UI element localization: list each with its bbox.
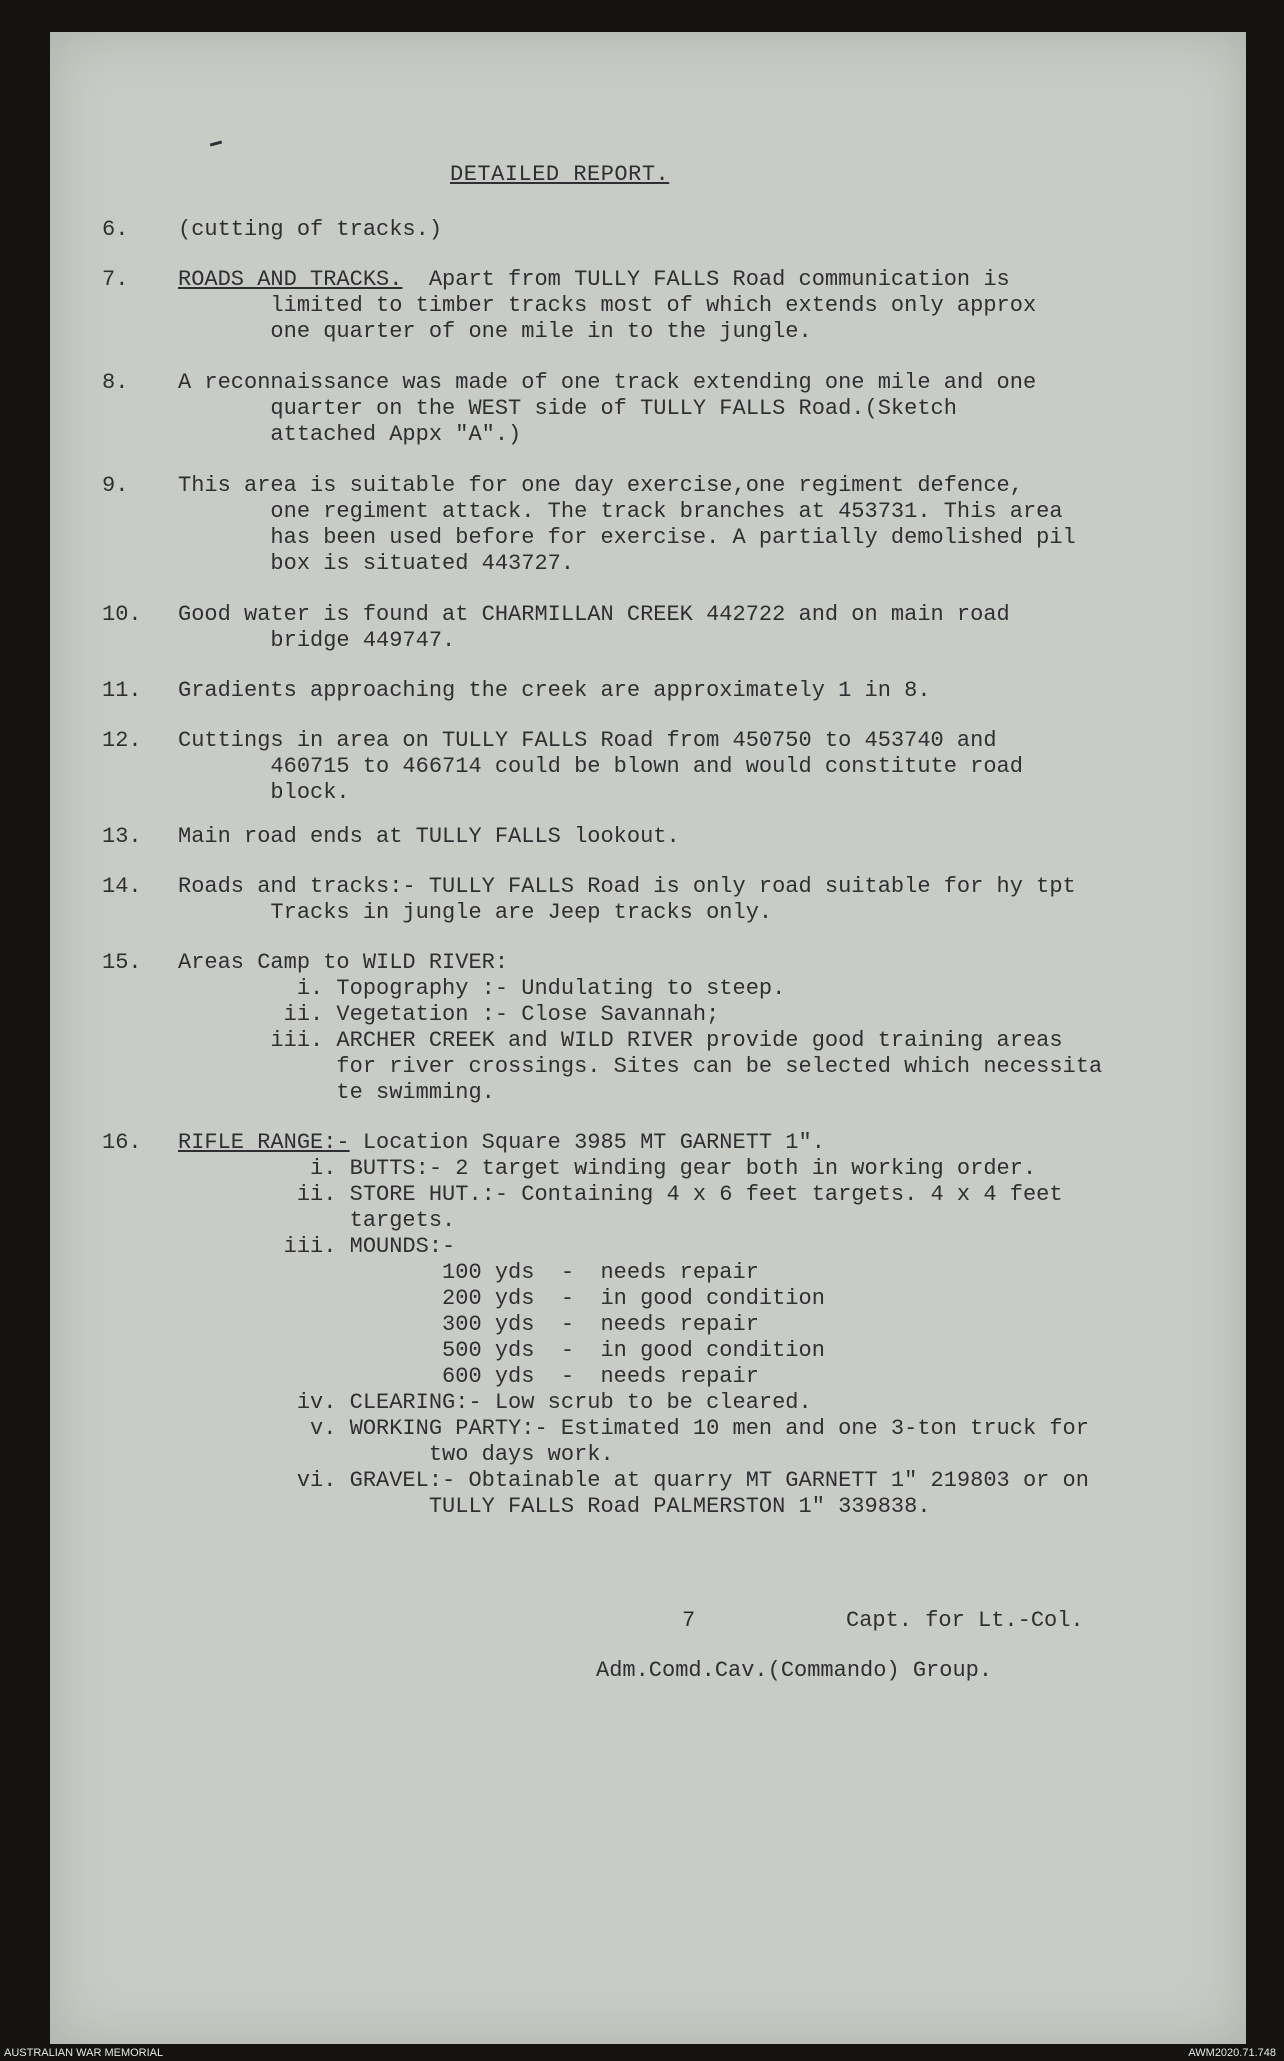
item-9-line-1: This area is suitable for one day exercise,one regiment defence, — [178, 473, 1023, 498]
item-15-line-3: ii. Vegetation :- Close Savannah; — [178, 1002, 720, 1027]
mound-600: 600 yds - needs repair — [178, 1364, 759, 1389]
item-9-line-4: box is situated 443727. — [178, 551, 575, 576]
item-16-clearing: iv. CLEARING:- Low scrub to be cleared. — [178, 1390, 812, 1415]
footer-source: AUSTRALIAN WAR MEMORIAL — [4, 2047, 164, 2059]
item-9-line-2: one regiment attack. The track branches at 453731. This area — [178, 499, 1063, 524]
item-16-heading: RIFLE RANGE:- — [178, 1130, 350, 1155]
item-number: 13. — [102, 824, 142, 849]
item-15-line-5: for river crossings. Sites can be selected which necessita — [178, 1054, 1103, 1079]
item-14-line-2: Tracks in jungle are Jeep tracks only. — [178, 900, 773, 925]
item-16-line-1: RIFLE RANGE:- Location Square 3985 MT GARNETT 1". — [178, 1130, 825, 1155]
item-10-line-2: bridge 449747. — [178, 628, 456, 653]
item-13-line-1: Main road ends at TULLY FALLS lookout. — [178, 824, 680, 849]
item-number: 10. — [102, 602, 142, 627]
footer-id: AWM2020.71.748 — [1188, 2047, 1276, 2059]
item-16-line-4: targets. — [178, 1208, 456, 1233]
item-11-line-1: Gradients approaching the creek are approximately 1 in 8. — [178, 678, 931, 703]
item-7-line-2: limited to timber tracks most of which extends only approx — [178, 293, 1037, 318]
item-16-line-3: ii. STORE HUT.:- Containing 4 x 6 feet targets. 4 x 4 feet — [178, 1182, 1063, 1207]
mound-100: 100 yds - needs repair — [178, 1260, 759, 1285]
item-12-line-2: 460715 to 466714 could be blown and would constitute road — [178, 754, 1023, 779]
item-16-line-5: iii. MOUNDS:- — [178, 1234, 456, 1259]
item-12-line-3: block. — [178, 780, 350, 805]
item-8-line-3: attached Appx "A".) — [178, 422, 522, 447]
mound-300: 300 yds - needs repair — [178, 1312, 759, 1337]
item-number: 6. — [102, 217, 129, 242]
signature-unit: Adm.Comd.Cav.(Commando) Group. — [596, 1658, 993, 1683]
item-10-line-1: Good water is found at CHARMILLAN CREEK 442722 and on main road — [178, 602, 1010, 627]
item-number: 8. — [102, 370, 129, 395]
item-7-heading: ROADS AND TRACKS. — [178, 267, 403, 292]
pen-mark — [210, 140, 222, 146]
item-15-line-2: i. Topography :- Undulating to steep. — [178, 976, 786, 1001]
item-16-working-party-cont: two days work. — [178, 1442, 614, 1467]
report-title: DETAILED REPORT. — [450, 162, 670, 187]
item-number: 9. — [102, 473, 129, 498]
item-number: 7. — [102, 267, 129, 292]
item-16-working-party: v. WORKING PARTY:- Estimated 10 men and one 3-ton truck for — [178, 1416, 1089, 1441]
item-16-line-2: i. BUTTS:- 2 target winding gear both in working order. — [178, 1156, 1037, 1181]
item-7-line-3: one quarter of one mile in to the jungle. — [178, 319, 812, 344]
item-number: 15. — [102, 950, 142, 975]
signature-rank: Capt. for Lt.-Col. — [846, 1608, 1084, 1633]
signature-mark: 7 — [682, 1608, 696, 1633]
item-8-line-1: A reconnaissance was made of one track extending one mile and one — [178, 370, 1037, 395]
item-number: 16. — [102, 1130, 142, 1155]
item-7-line-1: ROADS AND TRACKS. Apart from TULLY FALLS Road communication is — [178, 267, 1010, 292]
item-8-line-2: quarter on the WEST side of TULLY FALLS Road.(Sketch — [178, 396, 957, 421]
item-15-line-4: iii. ARCHER CREEK and WILD RIVER provide good training areas — [178, 1028, 1063, 1053]
item-number: 11. — [102, 678, 142, 703]
item-15-line-1: Areas Camp to WILD RIVER: — [178, 950, 509, 975]
item-12-line-1: Cuttings in area on TULLY FALLS Road from 450750 to 453740 and — [178, 728, 997, 753]
document-page — [50, 32, 1246, 2044]
item-9-line-3: has been used before for exercise. A partially demolished pil — [178, 525, 1076, 550]
item-6-line-1: (cutting of tracks.) — [178, 217, 443, 242]
mound-200: 200 yds - in good condition — [178, 1286, 825, 1311]
mound-500: 500 yds - in good condition — [178, 1338, 825, 1363]
item-14-line-1: Roads and tracks:- TULLY FALLS Road is only road suitable for hy tpt — [178, 874, 1076, 899]
item-number: 14. — [102, 874, 142, 899]
item-16-gravel-cont: TULLY FALLS Road PALMERSTON 1" 339838. — [178, 1494, 931, 1519]
item-15-line-6: te swimming. — [178, 1080, 495, 1105]
item-16-gravel: vi. GRAVEL:- Obtainable at quarry MT GARNETT 1" 219803 or on — [178, 1468, 1089, 1493]
item-number: 12. — [102, 728, 142, 753]
